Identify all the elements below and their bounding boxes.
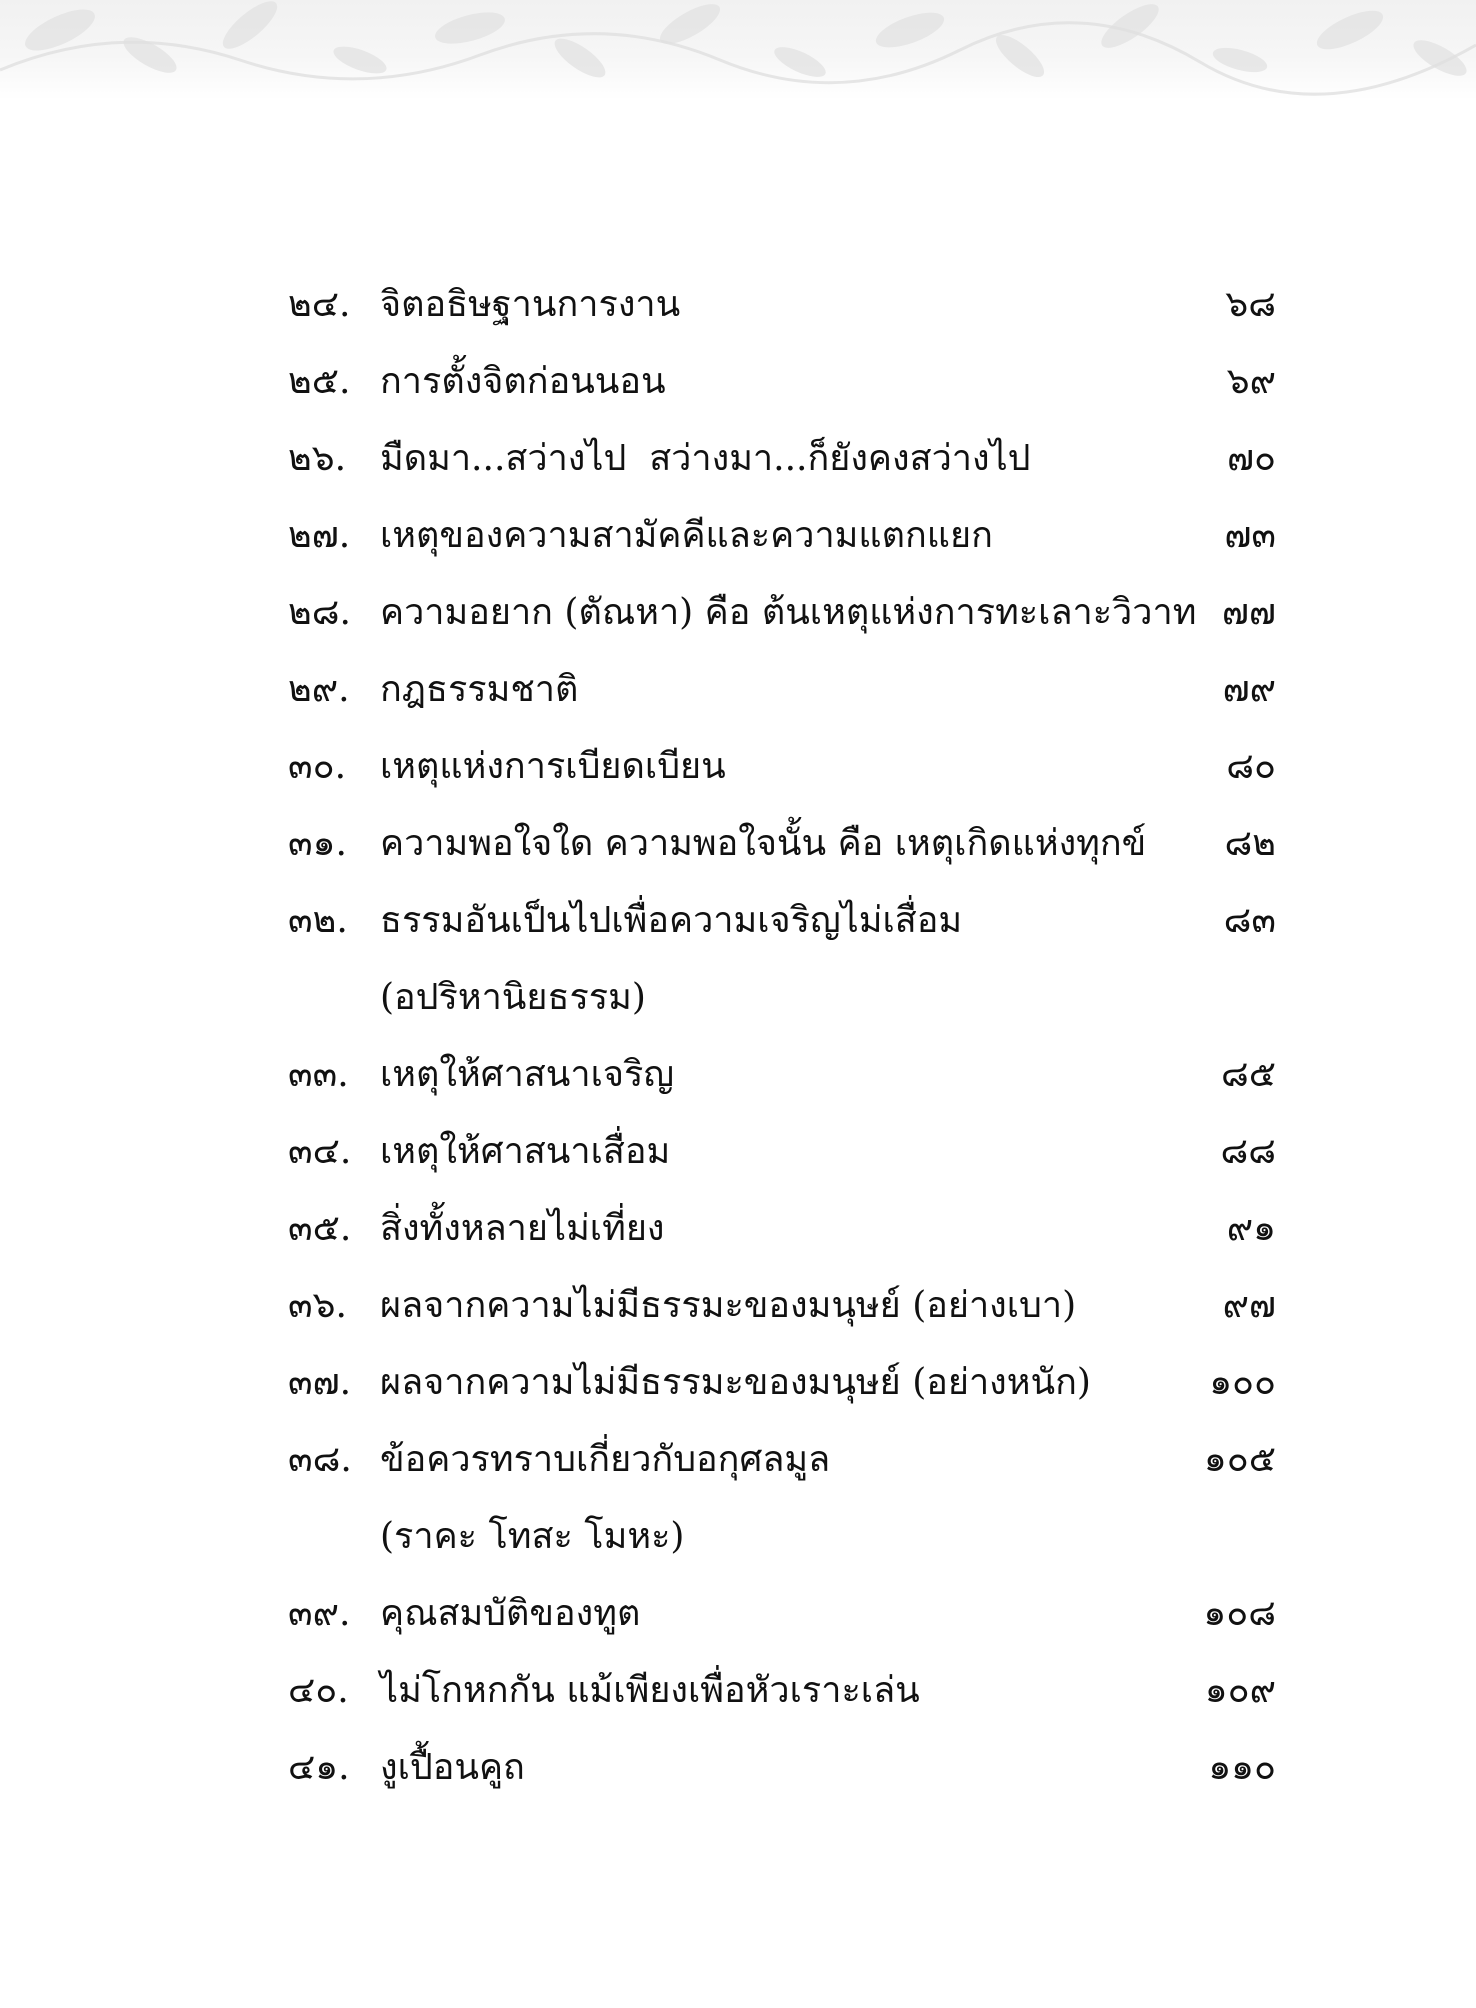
toc-entry-title: ไม่โกหกกัน แม้เพียงเพื่อหัวเราะเล่น xyxy=(380,1670,920,1711)
toc-entry-number: ๓๘. xyxy=(288,1439,352,1480)
toc-row xyxy=(288,1267,1288,1344)
toc-entry-title: ผลจากความไม่มีธรรมะของมนุษย์ (อย่างเบา) xyxy=(380,1285,1077,1326)
toc-row xyxy=(288,1729,1288,1806)
toc-entry-page: ๑๑๐ xyxy=(1208,1747,1276,1788)
toc-entry-title: ความอยาก (ตัณหา) คือ ต้นเหตุแห่งการทะเลาะวิวาท xyxy=(380,592,1197,633)
toc-entry-title: การตั้งจิตก่อนนอน xyxy=(380,361,666,402)
toc-entry-page: ๘๐ xyxy=(1226,746,1276,787)
toc-row xyxy=(288,420,1288,497)
toc-entry-number: ๒๔. xyxy=(288,284,351,325)
toc-entry-number: ๓๔. xyxy=(288,1131,352,1172)
toc-entry-title: คุณสมบัติของทูต xyxy=(380,1593,641,1634)
toc-row xyxy=(288,574,1288,651)
toc-entry-number: ๓๓. xyxy=(288,1054,349,1095)
toc-entry-number: ๓๐. xyxy=(288,746,347,787)
toc-entry-title: ข้อควรทราบเกี่ยวกับอกุศลมูล xyxy=(380,1439,831,1480)
toc-row xyxy=(288,1113,1288,1190)
toc-entry-title: สิ่งทั้งหลายไม่เที่ยง xyxy=(380,1208,665,1249)
toc-row xyxy=(288,343,1288,420)
toc-row xyxy=(288,1344,1288,1421)
toc-entry-title: ผลจากความไม่มีธรรมะของมนุษย์ (อย่างหนัก) xyxy=(380,1362,1091,1403)
toc-entry-page: ๑๐๙ xyxy=(1204,1670,1276,1711)
toc-entry-page: ๖๙ xyxy=(1226,361,1276,402)
toc-entry-number: ๒๖. xyxy=(288,438,347,479)
toc-entry-page: ๗๐ xyxy=(1226,438,1276,479)
toc-entry-page: ๘๕ xyxy=(1220,1054,1276,1095)
toc-entry-number: ๔๐. xyxy=(288,1670,349,1711)
toc-row xyxy=(288,1652,1288,1729)
toc-row xyxy=(288,805,1288,882)
toc-entry-title: กฎธรรมชาติ xyxy=(380,669,579,710)
toc-entry-title: เหตุให้ศาสนาเสื่อม xyxy=(380,1131,671,1172)
toc-row xyxy=(288,651,1288,728)
toc-entry-page: ๑๐๘ xyxy=(1203,1593,1276,1634)
toc-entry-number: ๓๙. xyxy=(288,1593,351,1634)
toc-entry-title: ความพอใจใด ความพอใจนั้น คือ เหตุเกิดแห่งทุกข์ xyxy=(380,823,1147,864)
toc-entry-page: ๙๗ xyxy=(1222,1285,1276,1326)
toc-entry-title: งูเปื้อนคูถ xyxy=(380,1747,525,1788)
leaf-pattern-icon xyxy=(0,0,1476,100)
toc-entry-number: ๓๕. xyxy=(288,1208,352,1249)
toc-row xyxy=(288,266,1288,343)
toc-entry-title: (อปริหานิยธรรม) xyxy=(380,977,646,1018)
toc-entry-title: จิตอธิษฐานการงาน xyxy=(380,284,681,325)
toc-entry-title: (ราคะ โทสะ โมหะ) xyxy=(380,1516,685,1557)
toc-row xyxy=(288,1190,1288,1267)
toc-row-continuation xyxy=(288,1498,1288,1575)
toc-entry-number: ๒๗. xyxy=(288,515,351,556)
toc-row xyxy=(288,728,1288,805)
toc-entry-number: ๓๑. xyxy=(288,823,347,864)
toc-entry-number: ๓๒. xyxy=(288,900,348,941)
toc-entry-number: ๓๗. xyxy=(288,1362,352,1403)
toc-row xyxy=(288,1575,1288,1652)
toc-entry-page: ๑๐๐ xyxy=(1209,1362,1276,1403)
toc-row xyxy=(288,1421,1288,1498)
toc-entry-page: ๘๓ xyxy=(1223,900,1276,941)
toc-row xyxy=(288,882,1288,959)
toc-entry-number: ๒๘. xyxy=(288,592,351,633)
toc-row xyxy=(288,1036,1288,1113)
toc-entry-page: ๗๗ xyxy=(1221,592,1276,633)
toc-entry-page: ๙๑ xyxy=(1226,1208,1276,1249)
toc-entry-title: เหตุแห่งการเบียดเบียน xyxy=(380,746,726,787)
toc-entry-number: ๒๙. xyxy=(288,669,350,710)
toc-entry-page: ๗๓ xyxy=(1224,515,1276,556)
toc-entry-title: ธรรมอันเป็นไปเพื่อความเจริญไม่เสื่อม xyxy=(380,900,963,941)
toc-entry-page: ๑๐๕ xyxy=(1203,1439,1276,1480)
toc-entry-title: มืดมา...สว่างไป สว่างมา...ก็ยังคงสว่างไป xyxy=(380,438,1031,479)
toc-entry-number: ๒๕. xyxy=(288,361,351,402)
toc-row xyxy=(288,497,1288,574)
toc-row-continuation xyxy=(288,959,1288,1036)
toc-entry-number: ๓๖. xyxy=(288,1285,347,1326)
toc-entry-page: ๖๘ xyxy=(1225,284,1276,325)
toc-entry-title: เหตุของความสามัคคีและความแตกแยก xyxy=(380,515,993,556)
toc-entry-page: ๘๒ xyxy=(1224,823,1276,864)
toc-entry-page: ๗๙ xyxy=(1222,669,1276,710)
table-of-contents xyxy=(288,266,1288,1806)
decorative-header-band xyxy=(0,0,1476,100)
toc-entry-number: ๔๑. xyxy=(288,1747,350,1788)
toc-entry-page: ๘๘ xyxy=(1220,1131,1276,1172)
toc-entry-title: เหตุให้ศาสนาเจริญ xyxy=(380,1054,674,1095)
